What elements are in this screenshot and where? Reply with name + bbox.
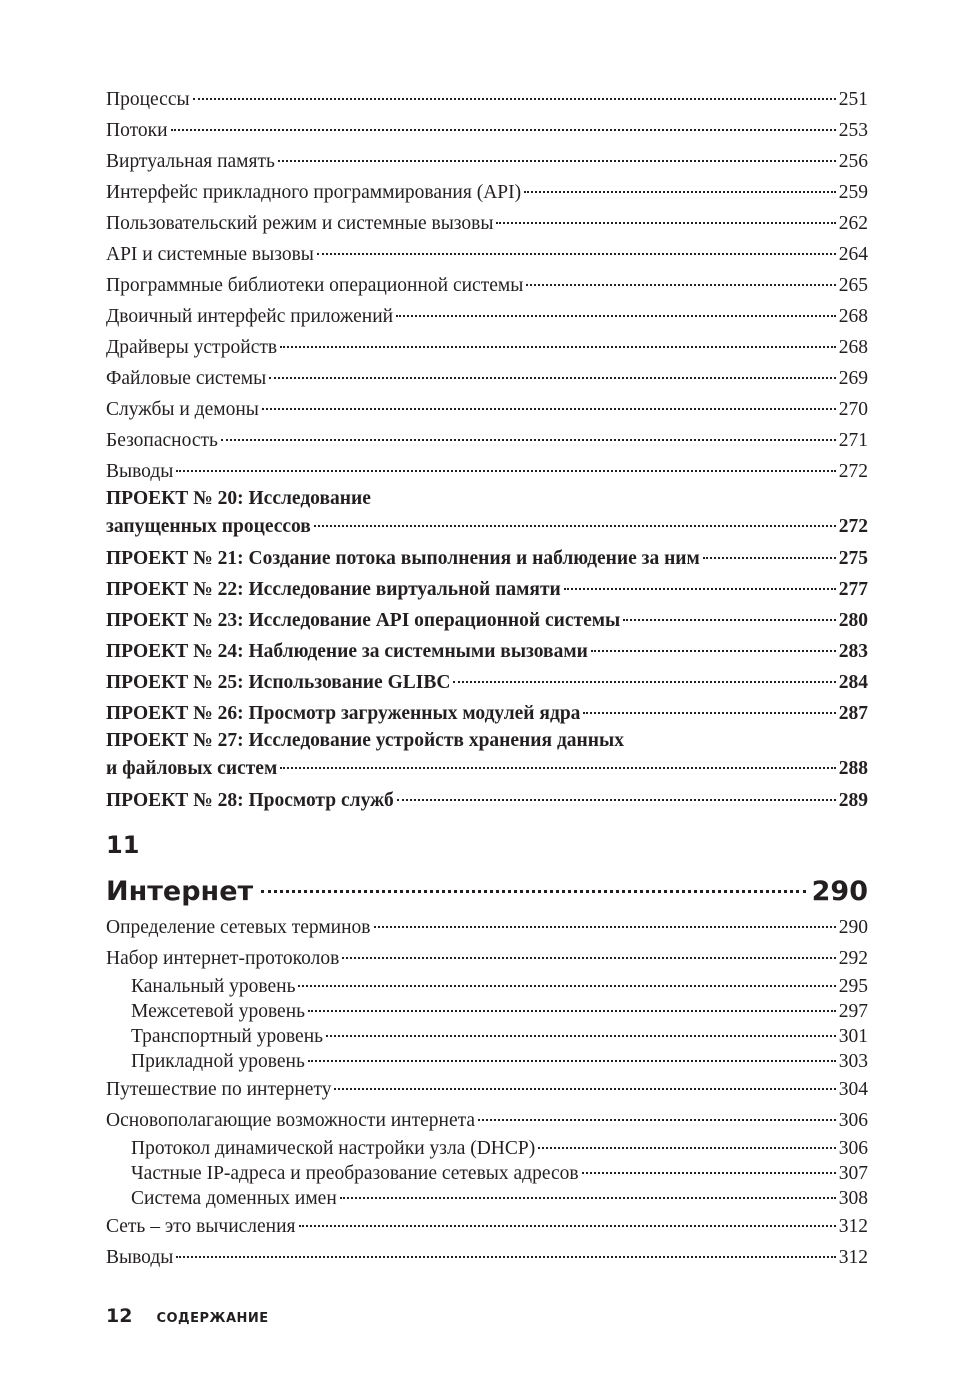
dot-leader [526,283,835,286]
entry-title: Двоичный интерфейс приложений [106,306,394,327]
dot-leader [176,469,835,472]
entry-page: 312 [838,1247,868,1268]
entry-title: Программные библиотеки операционной системы [106,275,524,296]
chapter-title: Интернет [106,876,254,907]
dot-leader [453,680,835,683]
toc-entry [106,363,868,394]
project-entry [106,511,868,543]
entry-title: Службы и демоны [106,399,259,420]
entry-title: Система доменных имен [131,1188,337,1209]
toc-subentry [106,1024,868,1049]
entry-page: 287 [838,703,868,724]
toc-entry [106,115,868,146]
entry-page: 306 [838,1138,868,1159]
entry-page: 262 [838,213,868,234]
toc-entry [106,394,868,425]
dot-leader [278,159,836,162]
dot-leader [308,1059,836,1062]
dot-leader [340,1196,836,1199]
dot-leader [478,1118,836,1121]
entry-title: Межсетевой уровень [131,1001,306,1022]
chapter-page: 290 [811,876,868,907]
toc-entry [106,1211,868,1242]
dot-leader [171,128,836,131]
toc-chapter-section [106,912,868,1273]
entry-page: 272 [838,461,868,482]
toc-section [106,84,868,816]
footer-page-number: 12 [106,1305,133,1327]
entry-page: 301 [838,1026,868,1047]
entry-page: 271 [838,430,868,451]
dot-leader [703,556,836,559]
dot-leader [280,766,836,769]
entry-title: API и системные вызовы [106,244,314,265]
dot-leader [298,984,835,987]
entry-page: 303 [838,1051,868,1072]
entry-title: ПРОЕКТ № 26: Просмотр загруженных модулей ядра [106,703,581,724]
entry-page: 265 [838,275,868,296]
toc-entry [106,912,868,943]
entry-page: 268 [838,337,868,358]
entry-title: Сеть – это вычисления [106,1216,296,1237]
chapter-number: 11 [106,831,140,859]
toc-entry [106,146,868,177]
toc-entry [106,943,868,974]
dot-leader [396,314,836,317]
dot-leader [397,798,836,801]
entry-page: 307 [838,1163,868,1184]
dot-leader [538,1146,836,1149]
entry-title: Частные IP-адреса и преобразование сетевых адресов [131,1163,579,1184]
entry-title: Виртуальная память [106,151,275,172]
dot-leader [524,190,836,193]
entry-title: запущенных процессов [106,516,311,537]
dot-leader [564,587,836,590]
entry-page: 275 [838,548,868,569]
dot-leader [269,376,836,379]
chapter-heading [106,874,868,910]
project-entry [106,605,868,636]
toc-subentry [106,974,868,999]
entry-page: 304 [838,1079,868,1100]
entry-page: 292 [838,948,868,969]
entry-page: 268 [838,306,868,327]
entry-title: и файловых систем [106,758,278,779]
entry-page: 289 [838,790,868,811]
entry-page: 272 [838,516,868,537]
project-entry-line [106,487,868,511]
toc-subentry [106,1186,868,1211]
entry-title: Потоки [106,120,168,141]
dot-leader [326,1034,836,1037]
toc-entry [106,1074,868,1105]
project-entry [106,574,868,605]
toc-subentry [106,1136,868,1161]
entry-page: 283 [838,641,868,662]
dot-leader [591,649,836,652]
entry-page: 288 [838,758,868,779]
entry-page: 251 [838,89,868,110]
dot-leader [308,1009,836,1012]
toc-entry [106,1105,868,1136]
footer-label: СОДЕРЖАНИЕ [156,1311,269,1326]
entry-page: 264 [838,244,868,265]
entry-page: 312 [838,1216,868,1237]
toc-entry [106,208,868,239]
entry-page: 269 [838,368,868,389]
entry-page: 253 [838,120,868,141]
entry-title: Путешествие по интернету [106,1079,332,1100]
toc-entry [106,239,868,270]
entry-page: 297 [838,1001,868,1022]
dot-leader [374,925,836,928]
entry-title: Файловые системы [106,368,267,389]
entry-title: ПРОЕКТ № 23: Исследование API операционной системы [106,610,621,631]
dot-leader [583,711,835,714]
entry-title: ПРОЕКТ № 21: Создание потока выполнения и наблюдение за ним [106,548,700,569]
dot-leader [280,345,836,348]
dot-leader [299,1224,836,1227]
project-entry [106,543,868,574]
entry-page: 277 [838,579,868,600]
toc-entry [106,84,868,115]
toc-subentry [106,1049,868,1074]
entry-title: Прикладной уровень [131,1051,305,1072]
toc-entry [106,425,868,456]
entry-title: Набор интернет-протоколов [106,948,340,969]
entry-page: 290 [838,917,868,938]
entry-title: ПРОЕКТ № 25: Использование GLIBC [106,672,451,693]
entry-title: Транспортный уровень [131,1026,324,1047]
project-entry [106,667,868,698]
entry-page: 259 [838,182,868,203]
entry-title: Выводы [106,1247,174,1268]
entry-title: Основополагающие возможности интернета [106,1110,476,1131]
entry-page: 270 [838,399,868,420]
project-entry [106,785,868,816]
entry-title-line1: ПРОЕКТ № 27: Исследование устройств хранения данных [106,730,625,751]
toc-entry [106,456,868,487]
dot-leader [496,221,835,224]
entry-title: Протокол динамической настройки узла (DHCP) [131,1138,536,1159]
entry-title: Канальный уровень [131,976,296,997]
entry-title: Определение сетевых терминов [106,917,371,938]
dot-leader [334,1087,835,1090]
entry-title: ПРОЕКТ № 28: Просмотр служб [106,790,394,811]
project-entry [106,698,868,729]
entry-title-line1: ПРОЕКТ № 20: Исследование [106,488,371,509]
dot-leader [261,889,805,893]
dot-leader [176,1255,835,1258]
entry-title: Интерфейс прикладного программирования (API) [106,182,522,203]
entry-page: 256 [838,151,868,172]
project-entry-line [106,729,868,753]
entry-title: Пользовательский режим и системные вызовы [106,213,494,234]
toc-entry [106,270,868,301]
entry-title: Процессы [106,89,190,110]
toc-entry [106,1242,868,1273]
entry-page: 308 [838,1188,868,1209]
toc-subentry [106,1161,868,1186]
page-footer [106,1305,269,1327]
dot-leader [314,524,836,527]
entry-title: Безопасность [106,430,218,451]
dot-leader [317,252,836,255]
entry-page: 306 [838,1110,868,1131]
entry-title: Драйверы устройств [106,337,278,358]
entry-page: 284 [838,672,868,693]
project-entry [106,636,868,667]
dot-leader [342,956,835,959]
toc-entry [106,332,868,363]
entry-title: ПРОЕКТ № 22: Исследование виртуальной памяти [106,579,561,600]
toc-subentry [106,999,868,1024]
dot-leader [193,97,836,100]
toc-entry [106,177,868,208]
entry-page: 280 [838,610,868,631]
entry-title: Выводы [106,461,174,482]
project-entry [106,753,868,785]
dot-leader [221,438,836,441]
entry-page: 295 [838,976,868,997]
toc-entry [106,301,868,332]
dot-leader [623,618,835,621]
entry-title: ПРОЕКТ № 24: Наблюдение за системными вызовами [106,641,588,662]
dot-leader [262,407,836,410]
dot-leader [582,1171,836,1174]
